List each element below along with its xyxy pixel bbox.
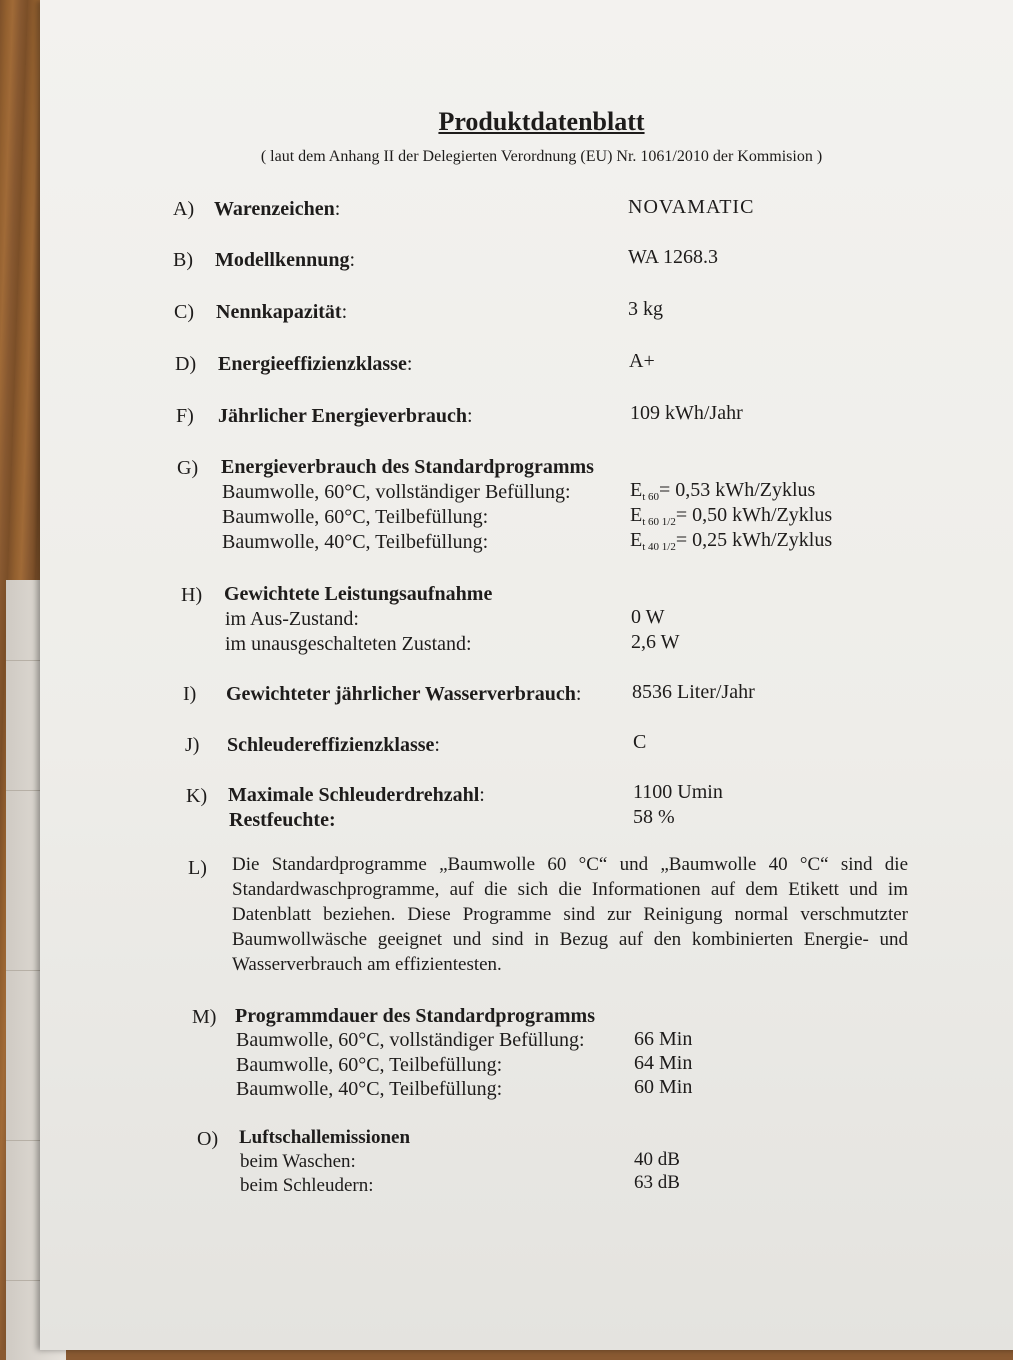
duration-row-label: Baumwolle, 60°C, Teilbefüllung: <box>236 1054 503 1076</box>
power-row-label: im Aus-Zustand: <box>225 608 359 630</box>
standard-programs-paragraph: Die Standardprogramme „Baumwolle 60 °C“ und „Baumwolle 40 °C“ sind die Standardwaschprogramme, auf die sich die Informationen auf dem Etikett und im Datenblatt beziehen. Diese Programme sind zur Reinigung normal verschmutzter Baumwollwäsche geeignet und sind in Bezug auf den kombinierten Energie- und Wasserverbrauch am effizientesten. <box>232 854 908 975</box>
annual-energy-value: 109 kWh/Jahr <box>630 402 743 424</box>
page-subtitle: ( laut dem Anhang II der Delegierten Verordnung (EU) Nr. 1061/2010 der Kommision ) <box>260 148 823 165</box>
power-row-value: 0 W <box>631 606 665 628</box>
item-letter-k: K) <box>186 785 208 807</box>
energy-row-value: $E_{t 60 1/2}= 0,50$ kWh/Zyklus <box>630 504 833 528</box>
noise-row-label: beim Waschen: <box>240 1151 356 1172</box>
energy-class-value: A+ <box>629 350 655 372</box>
duration-row-label: Baumwolle, 60°C, vollständiger Befüllung: <box>236 1029 585 1051</box>
power-consumption-heading: Gewichtete Leistungsaufnahme <box>224 583 493 605</box>
energy-row-value: $E_{t 40 1/2}= 0,25$ kWh/Zyklus <box>630 529 833 553</box>
energy-class-label: Energieeffizienzklasse: <box>218 353 413 375</box>
max-spin-speed-label: Maximale Schleuderdrehzahl: <box>228 784 485 806</box>
program-duration-heading: Programmdauer des Standardprogramms <box>235 1005 595 1027</box>
page-title: Produktdatenblatt <box>438 107 645 136</box>
water-consumption-value: 8536 Liter/Jahr <box>632 681 755 703</box>
item-letter-b: B) <box>173 249 193 271</box>
model-id-value: WA 1268.3 <box>628 246 718 268</box>
energy-row-label: Baumwolle, 60°C, vollständiger Befüllung: <box>222 481 571 503</box>
energy-row-label: Baumwolle, 40°C, Teilbefüllung: <box>222 531 489 553</box>
noise-row-value: 40 dB <box>634 1149 680 1170</box>
noise-row-value: 63 dB <box>634 1172 680 1193</box>
item-letter-c: C) <box>174 301 194 323</box>
noise-emissions-heading: Luftschallemissionen <box>239 1127 411 1148</box>
duration-row-label: Baumwolle, 40°C, Teilbefüllung: <box>236 1078 503 1100</box>
item-letter-o: O) <box>197 1128 219 1150</box>
item-letter-g: G) <box>177 457 199 479</box>
item-letter-f: F) <box>176 405 194 427</box>
residual-moisture-value: 58 % <box>633 806 675 828</box>
max-spin-speed-value: 1100 Umin <box>633 781 723 803</box>
trademark-value: NOVAMATIC <box>628 196 755 218</box>
standard-program-energy-heading: Energieverbrauch des Standardprogramms <box>221 456 594 478</box>
duration-row-value: 60 Min <box>634 1076 693 1098</box>
item-letter-h: H) <box>181 584 203 606</box>
item-letter-j: J) <box>185 734 200 756</box>
power-row-label: im unausgeschalteten Zustand: <box>225 633 472 655</box>
item-letter-a: A) <box>173 198 195 220</box>
duration-row-value: 64 Min <box>634 1052 693 1074</box>
duration-row-value: 66 Min <box>634 1028 693 1050</box>
residual-moisture-label: Restfeuchte: <box>229 809 336 831</box>
spin-efficiency-label: Schleudereffizienzklasse: <box>227 734 440 756</box>
item-letter-m: M) <box>192 1006 217 1028</box>
item-letter-l: L) <box>188 857 207 879</box>
trademark-label: Warenzeichen: <box>214 198 341 220</box>
spin-efficiency-value: C <box>633 731 647 753</box>
noise-row-label: beim Schleudern: <box>240 1175 374 1196</box>
water-consumption-label: Gewichteter jährlicher Wasserverbrauch: <box>226 683 582 705</box>
energy-row-value: $E_{t 60}= 0,53$ kWh/Zyklus <box>630 479 816 503</box>
item-letter-i: I) <box>183 683 197 705</box>
item-letter-d: D) <box>175 353 197 375</box>
capacity-value: 3 kg <box>628 298 663 320</box>
model-id-label: Modellkennung: <box>215 249 356 271</box>
annual-energy-label: Jährlicher Energieverbrauch: <box>218 405 473 427</box>
capacity-label: Nennkapazität: <box>216 301 348 323</box>
energy-row-label: Baumwolle, 60°C, Teilbefüllung: <box>222 506 489 528</box>
power-row-value: 2,6 W <box>631 631 680 653</box>
